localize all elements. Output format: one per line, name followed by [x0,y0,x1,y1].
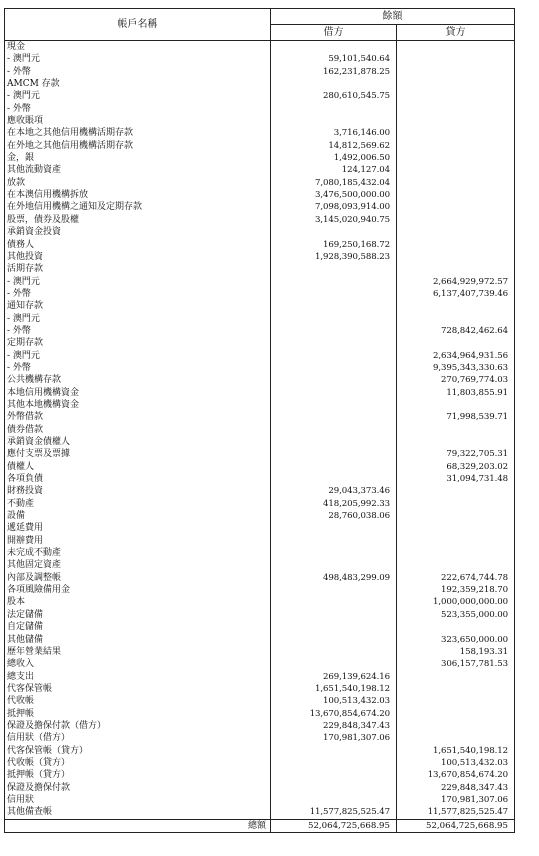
table-row [5,41,515,54]
credit-cell [397,78,515,90]
credit-cell: 306,157,781.53 [397,658,515,670]
table-row [5,362,515,374]
table-row [5,177,515,189]
table-row [5,584,515,596]
account-name-cell: - 外幣 [5,288,271,300]
debit-cell [271,634,397,646]
table-row [5,621,515,633]
account-name-cell: 其他流動資產 [5,164,271,176]
account-name-cell: 定期存款 [5,337,271,349]
table-header [5,9,515,41]
account-name-cell: 債權人 [5,461,271,473]
debit-cell [271,300,397,312]
account-name-cell: 金，銀 [5,152,271,164]
account-name-cell: 公共機構存款 [5,374,271,386]
account-name-cell: 總支出 [5,671,271,683]
debit-cell [271,782,397,794]
account-name-cell: 保證及擔保付款（借方） [5,720,271,732]
debit-cell: 162,231,878.25 [271,66,397,78]
table-row [5,374,515,386]
debit-cell: 13,670,854,674.20 [271,708,397,720]
account-name-cell: - 澳門元 [5,313,271,325]
account-name-cell: - 外幣 [5,325,271,337]
table-row [5,313,515,325]
account-name-cell: 設備 [5,510,271,522]
credit-cell [397,671,515,683]
table-row [5,683,515,695]
table-row [5,424,515,436]
debit-cell [271,473,397,485]
debit-cell [271,461,397,473]
table-row [5,66,515,78]
debit-cell: 280,610,545.75 [271,90,397,102]
credit-cell [397,214,515,226]
credit-cell: 222,674,744.78 [397,572,515,584]
debit-cell [271,609,397,621]
account-name-cell: - 澳門元 [5,53,271,65]
credit-cell: 13,670,854,674.20 [397,769,515,781]
account-name-cell: 各項風險備用金 [5,584,271,596]
credit-cell [397,300,515,312]
credit-cell [397,164,515,176]
table-row [5,152,515,164]
credit-cell: 192,359,218.70 [397,584,515,596]
account-name-cell: 債券借款 [5,424,271,436]
credit-cell: 100,513,432.03 [397,757,515,769]
table-row [5,732,515,744]
table-row [5,387,515,399]
balance-header: 餘額 [271,9,515,25]
credit-cell [397,485,515,497]
debit-cell [271,436,397,448]
account-name-cell: 代客保管帳 [5,683,271,695]
table-row [5,90,515,102]
table-row [5,300,515,312]
table-row [5,164,515,176]
table-row [5,399,515,411]
account-name-cell: - 外幣 [5,362,271,374]
credit-cell [397,547,515,559]
account-name-cell: 保證及擔保付款 [5,782,271,794]
credit-cell: 68,329,203.02 [397,461,515,473]
account-name-cell: 活期存款 [5,263,271,275]
debit-cell: 1,492,006.50 [271,152,397,164]
debit-cell [271,535,397,547]
table-row [5,720,515,732]
credit-cell [397,621,515,633]
table-row [5,522,515,534]
table-row [5,535,515,547]
account-name-cell: AMCM 存款 [5,78,271,90]
debit-cell: 169,250,168.72 [271,239,397,251]
credit-cell [397,41,515,54]
table-row [5,53,515,65]
table-row [5,239,515,251]
debit-cell: 28,760,038.06 [271,510,397,522]
debit-cell: 100,513,432.03 [271,695,397,707]
account-name-cell: 未完成不動產 [5,547,271,559]
account-name-cell: 信用狀（借方） [5,732,271,744]
debit-header: 借方 [271,25,397,41]
account-name-cell: - 澳門元 [5,350,271,362]
debit-cell [271,387,397,399]
debit-cell [271,325,397,337]
debit-cell: 498,483,299.09 [271,572,397,584]
credit-cell: 270,769,774.03 [397,374,515,386]
total-debit: 52,064,725,668.95 [271,819,397,832]
account-name-cell: 財務投資 [5,485,271,497]
debit-cell [271,350,397,362]
account-name-cell: 代收帳 [5,695,271,707]
credit-cell [397,683,515,695]
debit-cell [271,621,397,633]
credit-cell [397,337,515,349]
table-row [5,350,515,362]
table-row [5,276,515,288]
debit-cell [271,448,397,460]
debit-cell [271,522,397,534]
credit-cell: 11,577,825,525.47 [397,806,515,819]
debit-cell: 7,098,093,914.00 [271,201,397,213]
table-row [5,78,515,90]
credit-cell [397,189,515,201]
account-name-cell: 其他備查帳 [5,806,271,819]
table-row [5,596,515,608]
debit-cell [271,559,397,571]
credit-cell [397,226,515,238]
account-name-cell: - 外幣 [5,66,271,78]
credit-cell: 2,634,964,931.56 [397,350,515,362]
table-row [5,127,515,139]
total-label: 總額 [5,819,271,832]
credit-cell [397,90,515,102]
account-name-cell: 股票，債券及股權 [5,214,271,226]
account-name-cell: 遞延費用 [5,522,271,534]
account-name-cell: 其他本地機構資金 [5,399,271,411]
table-footer [5,819,515,832]
table-row [5,646,515,658]
credit-cell [397,510,515,522]
credit-cell [397,152,515,164]
account-name-header: 帳戶名稱 [5,9,271,41]
table-row [5,498,515,510]
debit-cell [271,263,397,275]
credit-cell [397,559,515,571]
table-row [5,745,515,757]
credit-cell [397,251,515,263]
credit-cell: 2,664,929,972.57 [397,276,515,288]
debit-cell [271,362,397,374]
debit-cell [271,646,397,658]
account-name-cell: 股本 [5,596,271,608]
table-row [5,769,515,781]
credit-cell: 6,137,407,739.46 [397,288,515,300]
debit-cell: 1,928,390,588.23 [271,251,397,263]
debit-cell: 170,981,307.06 [271,732,397,744]
table-row [5,214,515,226]
table-row [5,806,515,819]
table-row [5,448,515,460]
table-row [5,485,515,497]
account-name-cell: 其他儲備 [5,634,271,646]
account-name-cell: - 外幣 [5,103,271,115]
debit-cell: 124,127.04 [271,164,397,176]
table-row [5,337,515,349]
table-row [5,461,515,473]
table-row [5,436,515,448]
credit-cell: 229,848,347.43 [397,782,515,794]
debit-cell: 418,205,992.33 [271,498,397,510]
table-row [5,757,515,769]
debit-cell [271,78,397,90]
credit-cell [397,103,515,115]
debit-cell: 7,080,185,432.04 [271,177,397,189]
table-row [5,547,515,559]
credit-cell: 523,355,000.00 [397,609,515,621]
account-name-cell: 代收帳（貸方） [5,757,271,769]
table-row [5,473,515,485]
debit-cell: 29,043,373.46 [271,485,397,497]
account-name-cell: 不動產 [5,498,271,510]
debit-cell [271,41,397,54]
account-name-cell: 在本澳信用機構拆放 [5,189,271,201]
table-row [5,695,515,707]
table-row [5,559,515,571]
credit-cell [397,177,515,189]
account-name-cell: 內部及調整帳 [5,572,271,584]
debit-cell: 11,577,825,525.47 [271,806,397,819]
table-row [5,201,515,213]
credit-cell [397,201,515,213]
debit-cell [271,115,397,127]
credit-cell: 71,998,539.71 [397,411,515,423]
account-name-cell: 承銷資金債權人 [5,436,271,448]
table-row [5,115,515,127]
debit-cell: 59,101,540.64 [271,53,397,65]
account-name-cell: 在外地之其他信用機構活期存款 [5,140,271,152]
account-name-cell: 通知存款 [5,300,271,312]
debit-cell [271,337,397,349]
credit-cell [397,535,515,547]
credit-cell: 728,842,462.64 [397,325,515,337]
trial-balance-sheet [4,8,514,833]
account-name-cell: 開辦費用 [5,535,271,547]
account-name-cell: 法定儲備 [5,609,271,621]
table-row [5,103,515,115]
table-row [5,671,515,683]
account-name-cell: 應付支票及票據 [5,448,271,460]
account-name-cell: 放款 [5,177,271,189]
total-row [5,819,515,832]
credit-cell [397,53,515,65]
credit-cell [397,708,515,720]
credit-cell: 31,094,731.48 [397,473,515,485]
account-name-cell: 其他固定資產 [5,559,271,571]
debit-cell: 3,716,146.00 [271,127,397,139]
debit-cell [271,103,397,115]
credit-cell: 79,322,705.31 [397,448,515,460]
table-row [5,140,515,152]
debit-cell [271,584,397,596]
account-name-cell: - 澳門元 [5,90,271,102]
table-row [5,572,515,584]
account-name-cell: 歷年營業結果 [5,646,271,658]
account-name-cell: 應收賬項 [5,115,271,127]
credit-cell: 1,651,540,198.12 [397,745,515,757]
debit-cell [271,226,397,238]
debit-cell [271,769,397,781]
balance-table [4,8,515,833]
debit-cell [271,596,397,608]
credit-cell [397,399,515,411]
table-row [5,411,515,423]
debit-cell [271,745,397,757]
credit-cell [397,313,515,325]
account-name-cell: 抵押帳（貸方） [5,769,271,781]
account-name-cell: 債務人 [5,239,271,251]
table-row [5,325,515,337]
debit-cell [271,399,397,411]
debit-cell [271,313,397,325]
account-name-cell: 各項負債 [5,473,271,485]
account-name-cell: 自定儲備 [5,621,271,633]
table-row [5,226,515,238]
account-name-cell: - 澳門元 [5,276,271,288]
table-row [5,794,515,806]
credit-cell [397,127,515,139]
debit-cell: 1,651,540,198.12 [271,683,397,695]
account-name-cell: 抵押帳 [5,708,271,720]
credit-header: 貸方 [397,25,515,41]
table-row [5,609,515,621]
table-row [5,189,515,201]
credit-cell: 9,395,343,330.63 [397,362,515,374]
credit-cell: 1,000,000,000.00 [397,596,515,608]
table-row [5,288,515,300]
table-row [5,658,515,670]
table-row [5,708,515,720]
account-name-cell: 外幣借款 [5,411,271,423]
account-name-cell: 總收入 [5,658,271,670]
debit-cell [271,547,397,559]
credit-cell: 11,803,855.91 [397,387,515,399]
account-name-cell: 本地信用機構資金 [5,387,271,399]
credit-cell [397,424,515,436]
credit-cell [397,498,515,510]
table-body [5,41,515,820]
credit-cell [397,140,515,152]
account-name-cell: 其他投資 [5,251,271,263]
credit-cell [397,720,515,732]
debit-cell [271,757,397,769]
credit-cell [397,239,515,251]
debit-cell [271,658,397,670]
account-name-cell: 信用狀 [5,794,271,806]
table-row [5,634,515,646]
debit-cell: 229,848,347.43 [271,720,397,732]
credit-cell [397,436,515,448]
table-row [5,251,515,263]
debit-cell [271,276,397,288]
account-name-cell: 承銷資金投資 [5,226,271,238]
debit-cell [271,374,397,386]
debit-cell [271,411,397,423]
table-row [5,782,515,794]
credit-cell: 158,193.31 [397,646,515,658]
credit-cell [397,732,515,744]
debit-cell: 14,812,569.62 [271,140,397,152]
debit-cell [271,288,397,300]
table-row [5,263,515,275]
debit-cell: 3,476,500,000.00 [271,189,397,201]
credit-cell [397,115,515,127]
credit-cell: 323,650,000.00 [397,634,515,646]
credit-cell [397,66,515,78]
debit-cell [271,794,397,806]
account-name-cell: 在本地之其他信用機構活期存款 [5,127,271,139]
credit-cell [397,263,515,275]
table-row [5,510,515,522]
debit-cell: 269,139,624.16 [271,671,397,683]
credit-cell: 170,981,307.06 [397,794,515,806]
total-credit: 52,064,725,668.95 [397,819,515,832]
account-name-cell: 在外地信用機構之通知及定期存款 [5,201,271,213]
account-name-cell: 代客保管帳（貸方） [5,745,271,757]
debit-cell [271,424,397,436]
account-name-cell: 現金 [5,41,271,54]
credit-cell [397,695,515,707]
debit-cell: 3,145,020,940.75 [271,214,397,226]
credit-cell [397,522,515,534]
